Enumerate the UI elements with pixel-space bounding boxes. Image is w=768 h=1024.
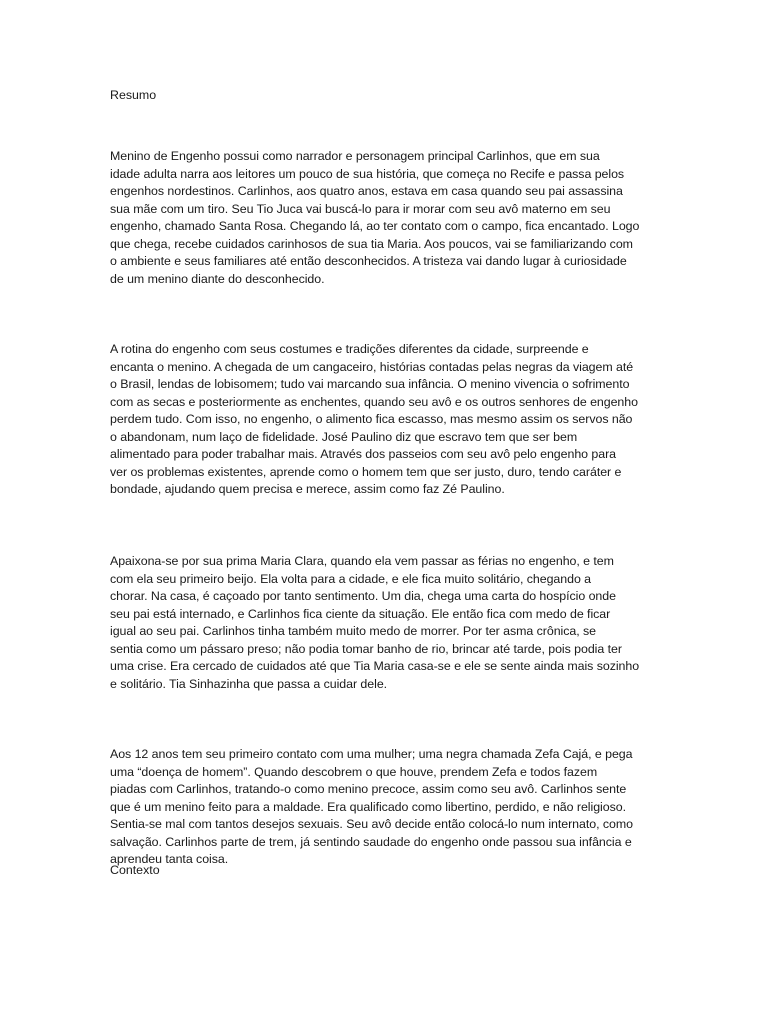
paragraph-line: Menino de Engenho possui como narrador e personagem principal Carlinhos, que em sua [110,149,600,163]
paragraph-line: salvação. Carlinhos parte de trem, já sentindo saudade do engenho onde passou sua infância e [110,834,632,849]
paragraph-line: sua mãe com um tiro. Seu Tio Juca vai buscá-lo para ir morar com seu avô materno em seu [110,201,611,216]
paragraph-line: chorar. Na casa, é caçoado por tanto sentimento. Um dia, chega uma carta do hospício onde [110,589,616,603]
paragraph-line: alimentado para poder trabalhar mais. Através dos passeios com seu avô pelo engenho para [110,447,616,461]
paragraph-line: Aos 12 anos tem seu primeiro contato com uma mulher; uma negra chamada Zefa Cajá, e pega [110,747,633,761]
paragraph-line: que chega, recebe cuidados carinhosos de sua tia Maria. Aos poucos, vai se familiarizando com [110,236,633,251]
paragraph-line: bondade, ajudando quem precisa e merece, assim como faz Zé Paulino. [110,482,505,496]
paragraph-3 [110,553,670,693]
paragraph-line: uma crise. Era cercado de cuidados até que Tia Maria casa-se e ele se sente ainda mais sozinho [110,659,640,673]
paragraph-line: encanta o menino. A chegada de um cangaceiro, histórias contadas pelas negras da viagem até [110,359,634,374]
paragraph-line: o Brasil, lendas de lobisomem; tudo vai marcando sua infância. O menino vivencia o sofrimento [110,377,630,391]
paragraph-line: engenhos nordestinos. Carlinhos, aos quatro anos, estava em casa quando seu pai assassina [110,184,623,198]
paragraph-line: Apaixona-se por sua prima Maria Clara, quando ela vem passar as férias no engenho, e tem [110,554,614,568]
paragraph-line: Sentia-se mal com tantos desejos sexuais. Seu avô decide então colocá-lo num internato, como [110,817,633,831]
paragraph-line: que é um menino feito para a maldade. Era qualificado como libertino, perdido, e não religioso. [110,799,626,814]
paragraph-line: igual ao seu pai. Carlinhos tinha também muito medo de morrer. Por ter asma crônica, se [110,624,597,638]
paragraph-line: o ambiente e seus familiares até então desconhecidos. A tristeza vai dando lugar à curiosidade [110,254,627,268]
paragraph-line: engenho, chamado Santa Rosa. Chegando lá, ao ter contato com o campo, fica encantado. Logo [110,219,640,233]
paragraph-4 [110,746,670,869]
paragraph-line: de um menino diante do desconhecido. [110,271,325,286]
paragraph-line: ver os problemas existentes, aprende como o homem tem que ser justo, duro, tendo caráter e [110,464,622,479]
paragraph-line: aprendeu tanta coisa. [110,852,229,866]
paragraph-line: A rotina do engenho com seus costumes e tradições diferentes da cidade, surpreende e [110,342,589,356]
heading-contexto: Contexto [110,863,160,877]
paragraph-1 [110,148,670,288]
paragraph-line: e solitário. Tia Sinhazinha que passa a cuidar dele. [110,676,388,691]
paragraph-line: sentia como um pássaro preso; não podia tomar banho de rio, brincar até tarde, pois podia ter [110,641,622,656]
paragraph-line: com ela seu primeiro beijo. Ela volta para a cidade, e ele fica muito solitário, chegando a [110,571,592,586]
paragraph-line: perdem tudo. Com isso, no engenho, o alimento fica escasso, mas mesmo assim os servos não [110,412,633,426]
paragraph-2 [110,341,670,499]
paragraph-line: uma “doença de homem”. Quando descobrem o que houve, prendem Zefa e todos fazem [110,764,598,779]
paragraph-line: idade adulta narra aos leitores um pouco de sua história, que começa no Recife e passa pelos [110,166,625,181]
paragraph-line: seu pai está internado, e Carlinhos fica ciente da situação. Ele então fica com medo de ficar [110,606,611,621]
paragraph-line: com as secas e posteriormente as enchentes, quando seu avô e os outros senhores de engenho [110,394,638,409]
paragraph-line: o abandonam, num laço de fidelidade. José Paulino diz que escravo tem que ser bem [110,429,578,444]
paragraph-line: piadas com Carlinhos, tratando-o como menino precoce, assim como seu avô. Carlinhos sente [110,782,627,796]
heading-resumo: Resumo [110,88,157,102]
